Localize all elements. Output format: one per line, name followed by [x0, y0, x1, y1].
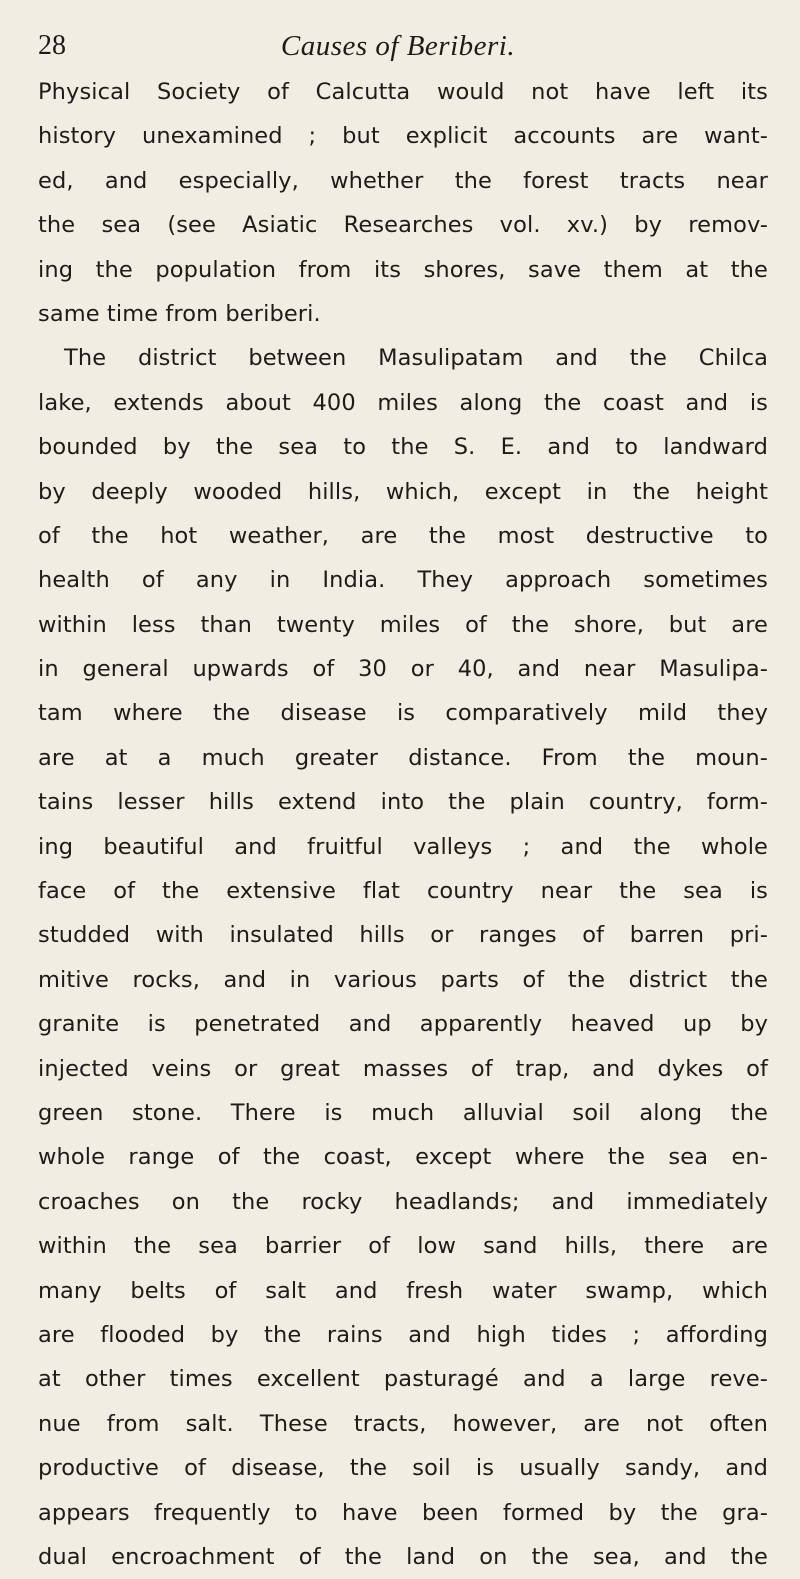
text-line: the sea (see Asiatic Researches vol. xv.) by remov-: [38, 212, 768, 239]
text-line: many belts of salt and fresh water swamp, which: [38, 1277, 768, 1304]
text-line: The district between Masulipatam and the Chilca: [64, 345, 768, 372]
text-line: at other times excellent pasturagé and a large reve-: [38, 1366, 768, 1393]
text-line: dual encroachment of the land on the sea, and the: [38, 1543, 768, 1570]
text-line: studded with insulated hills or ranges of barren pri-: [38, 922, 768, 949]
text-line: lake, extends about 400 miles along the coast and is: [38, 389, 768, 416]
text-line: in general upwards of 30 or 40, and near Masulipa-: [38, 656, 768, 683]
text-line: appears frequently to have been formed by the gra-: [38, 1499, 768, 1526]
text-line: green stone. There is much alluvial soil along the: [38, 1099, 768, 1126]
text-line: bounded by the sea to the S. E. and to landward: [38, 434, 768, 461]
text-line: tam where the disease is comparatively mild they: [38, 700, 768, 727]
text-line: granite is penetrated and apparently heaved up by: [38, 1011, 768, 1038]
text-line: nue from salt. These tracts, however, are not often: [38, 1410, 768, 1437]
text-line: ing the population from its shores, save them at the: [38, 256, 768, 283]
page-number: 28: [38, 30, 66, 61]
text-line: Physical Society of Calcutta would not have left its: [38, 79, 768, 105]
text-line: are flooded by the rains and high tides ; affording: [38, 1321, 768, 1348]
text-line: mitive rocks, and in various parts of the district the: [38, 966, 768, 993]
text-line: health of any in India. They approach sometimes: [38, 567, 768, 594]
text-line: productive of disease, the soil is usually sandy, and: [38, 1455, 768, 1482]
text-line: by deeply wooded hills, which, except in the height: [38, 478, 768, 505]
text-line: same time from beriberi.: [38, 300, 321, 327]
text-line: face of the extensive flat country near the sea is: [38, 878, 768, 905]
text-line: ing beautiful and fruitful valleys ; and the whole: [38, 833, 768, 860]
text-line: croaches on the rocky headlands; and immediately: [38, 1188, 768, 1215]
text-line: injected veins or great masses of trap, and dykes of: [38, 1055, 768, 1082]
text-line: are at a much greater distance. From the moun-: [38, 744, 768, 771]
text-line: whole range of the coast, except where the sea en-: [38, 1144, 768, 1171]
body-text: [38, 70, 768, 1579]
page-header: [38, 30, 758, 70]
text-line: within the sea barrier of low sand hills, there are: [38, 1233, 768, 1260]
text-line: tains lesser hills extend into the plain country, form-: [38, 789, 768, 816]
text-line: within less than twenty miles of the shore, but are: [38, 611, 768, 638]
text-line: history unexamined ; but explicit accounts are want-: [38, 123, 768, 150]
running-title: Causes of Beriberi.: [280, 30, 516, 62]
text-line: of the hot weather, are the most destructive to: [38, 522, 768, 549]
text-line: ed, and especially, whether the forest tracts near: [38, 167, 768, 194]
